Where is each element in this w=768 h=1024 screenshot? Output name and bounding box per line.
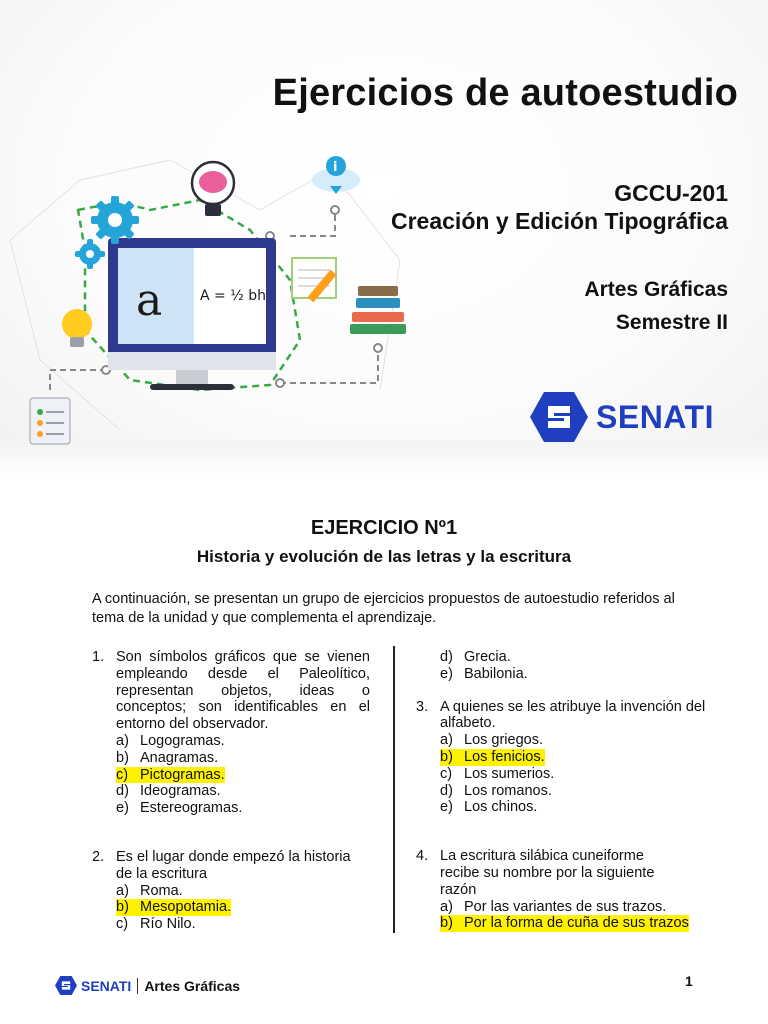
option-item: d) Ideogramas. bbox=[116, 783, 221, 800]
option-item: a) Los griegos. bbox=[440, 732, 543, 749]
question-4 bbox=[416, 848, 706, 898]
exercise-title: EJERCICIO Nº1 bbox=[310, 517, 458, 539]
footer-separator bbox=[137, 978, 138, 994]
footer-label: Artes Gráficas bbox=[144, 977, 241, 994]
option-item: b) Anagramas. bbox=[116, 749, 219, 766]
career-name: Artes Gráficas bbox=[584, 278, 728, 301]
question-3 bbox=[416, 699, 706, 733]
question-number: 3. bbox=[416, 698, 429, 715]
column-divider bbox=[393, 646, 395, 933]
course-name: Creación y Edición Tipográfica bbox=[391, 208, 728, 234]
course-code: GCCU-201 bbox=[614, 180, 728, 206]
option-item: c) Los sumerios. bbox=[440, 765, 555, 782]
senati-emblem-icon bbox=[530, 392, 588, 442]
footer-logo bbox=[55, 976, 240, 995]
option-item-correct: b) Los fenicios. bbox=[440, 748, 545, 765]
option-item: a) Roma. bbox=[116, 882, 183, 899]
option-item-correct: c) Pictogramas. bbox=[116, 766, 225, 783]
semester-label: Semestre II bbox=[615, 311, 728, 334]
question-stem: Son símbolos gráficos que se vienen empleando desde el Paleolítico, representan objetos, ideas o conceptos; son identificables en el entorno del observador. bbox=[116, 649, 370, 733]
senati-logo-text: SENATI bbox=[596, 398, 714, 435]
question-number: 4. bbox=[416, 848, 429, 865]
question-2 bbox=[92, 849, 370, 883]
option-item: a) Por las variantes de sus trazos. bbox=[440, 898, 667, 915]
question-stem: A quienes se les atribuye la invención del alfabeto. bbox=[440, 698, 706, 732]
option-item: e) Babilonia. bbox=[440, 665, 528, 682]
option-item: d) Los romanos. bbox=[440, 782, 552, 799]
right-column bbox=[416, 649, 706, 932]
formula-right: A = ½ bh bbox=[200, 288, 266, 304]
education-illustration bbox=[0, 140, 420, 450]
option-item: c) Río Nilo. bbox=[116, 916, 196, 933]
question-stem: La escritura silábica cuneiforme recibe su nombre por la siguiente razón bbox=[440, 848, 655, 898]
exercise-intro: A continuación, se presentan un grupo de ejercicios propuestos de autoestudio referidos al tema de la unidad y que complementa el aprendizaje. bbox=[92, 591, 675, 626]
option-item: e) Los chinos. bbox=[440, 799, 538, 816]
senati-emblem-icon bbox=[55, 976, 77, 995]
option-item: e) Estereogramas. bbox=[116, 800, 243, 817]
option-item-correct: b) Por la forma de cuña de sus trazos bbox=[440, 915, 689, 932]
formula-left: a bbox=[136, 275, 163, 326]
question-number: 1. bbox=[92, 649, 105, 665]
question-number: 2. bbox=[92, 848, 105, 865]
page-number: 1 bbox=[685, 973, 693, 989]
footer-logo-text: SENATI bbox=[81, 977, 132, 994]
senati-logo bbox=[530, 392, 714, 442]
exercise-subtitle: Historia y evolución de las letras y la escritura bbox=[196, 547, 572, 566]
option-item: a) Logogramas. bbox=[116, 732, 225, 749]
question-stem: Es el lugar donde empezó la historia de la escritura bbox=[116, 848, 351, 882]
question-1 bbox=[92, 649, 370, 733]
option-item-correct: b) Mesopotamia. bbox=[116, 899, 232, 916]
option-item: d) Grecia. bbox=[440, 649, 511, 665]
svg-text:i: i bbox=[333, 160, 338, 175]
document-title: Ejercicios de autoestudio bbox=[272, 72, 738, 114]
left-column bbox=[92, 649, 370, 933]
